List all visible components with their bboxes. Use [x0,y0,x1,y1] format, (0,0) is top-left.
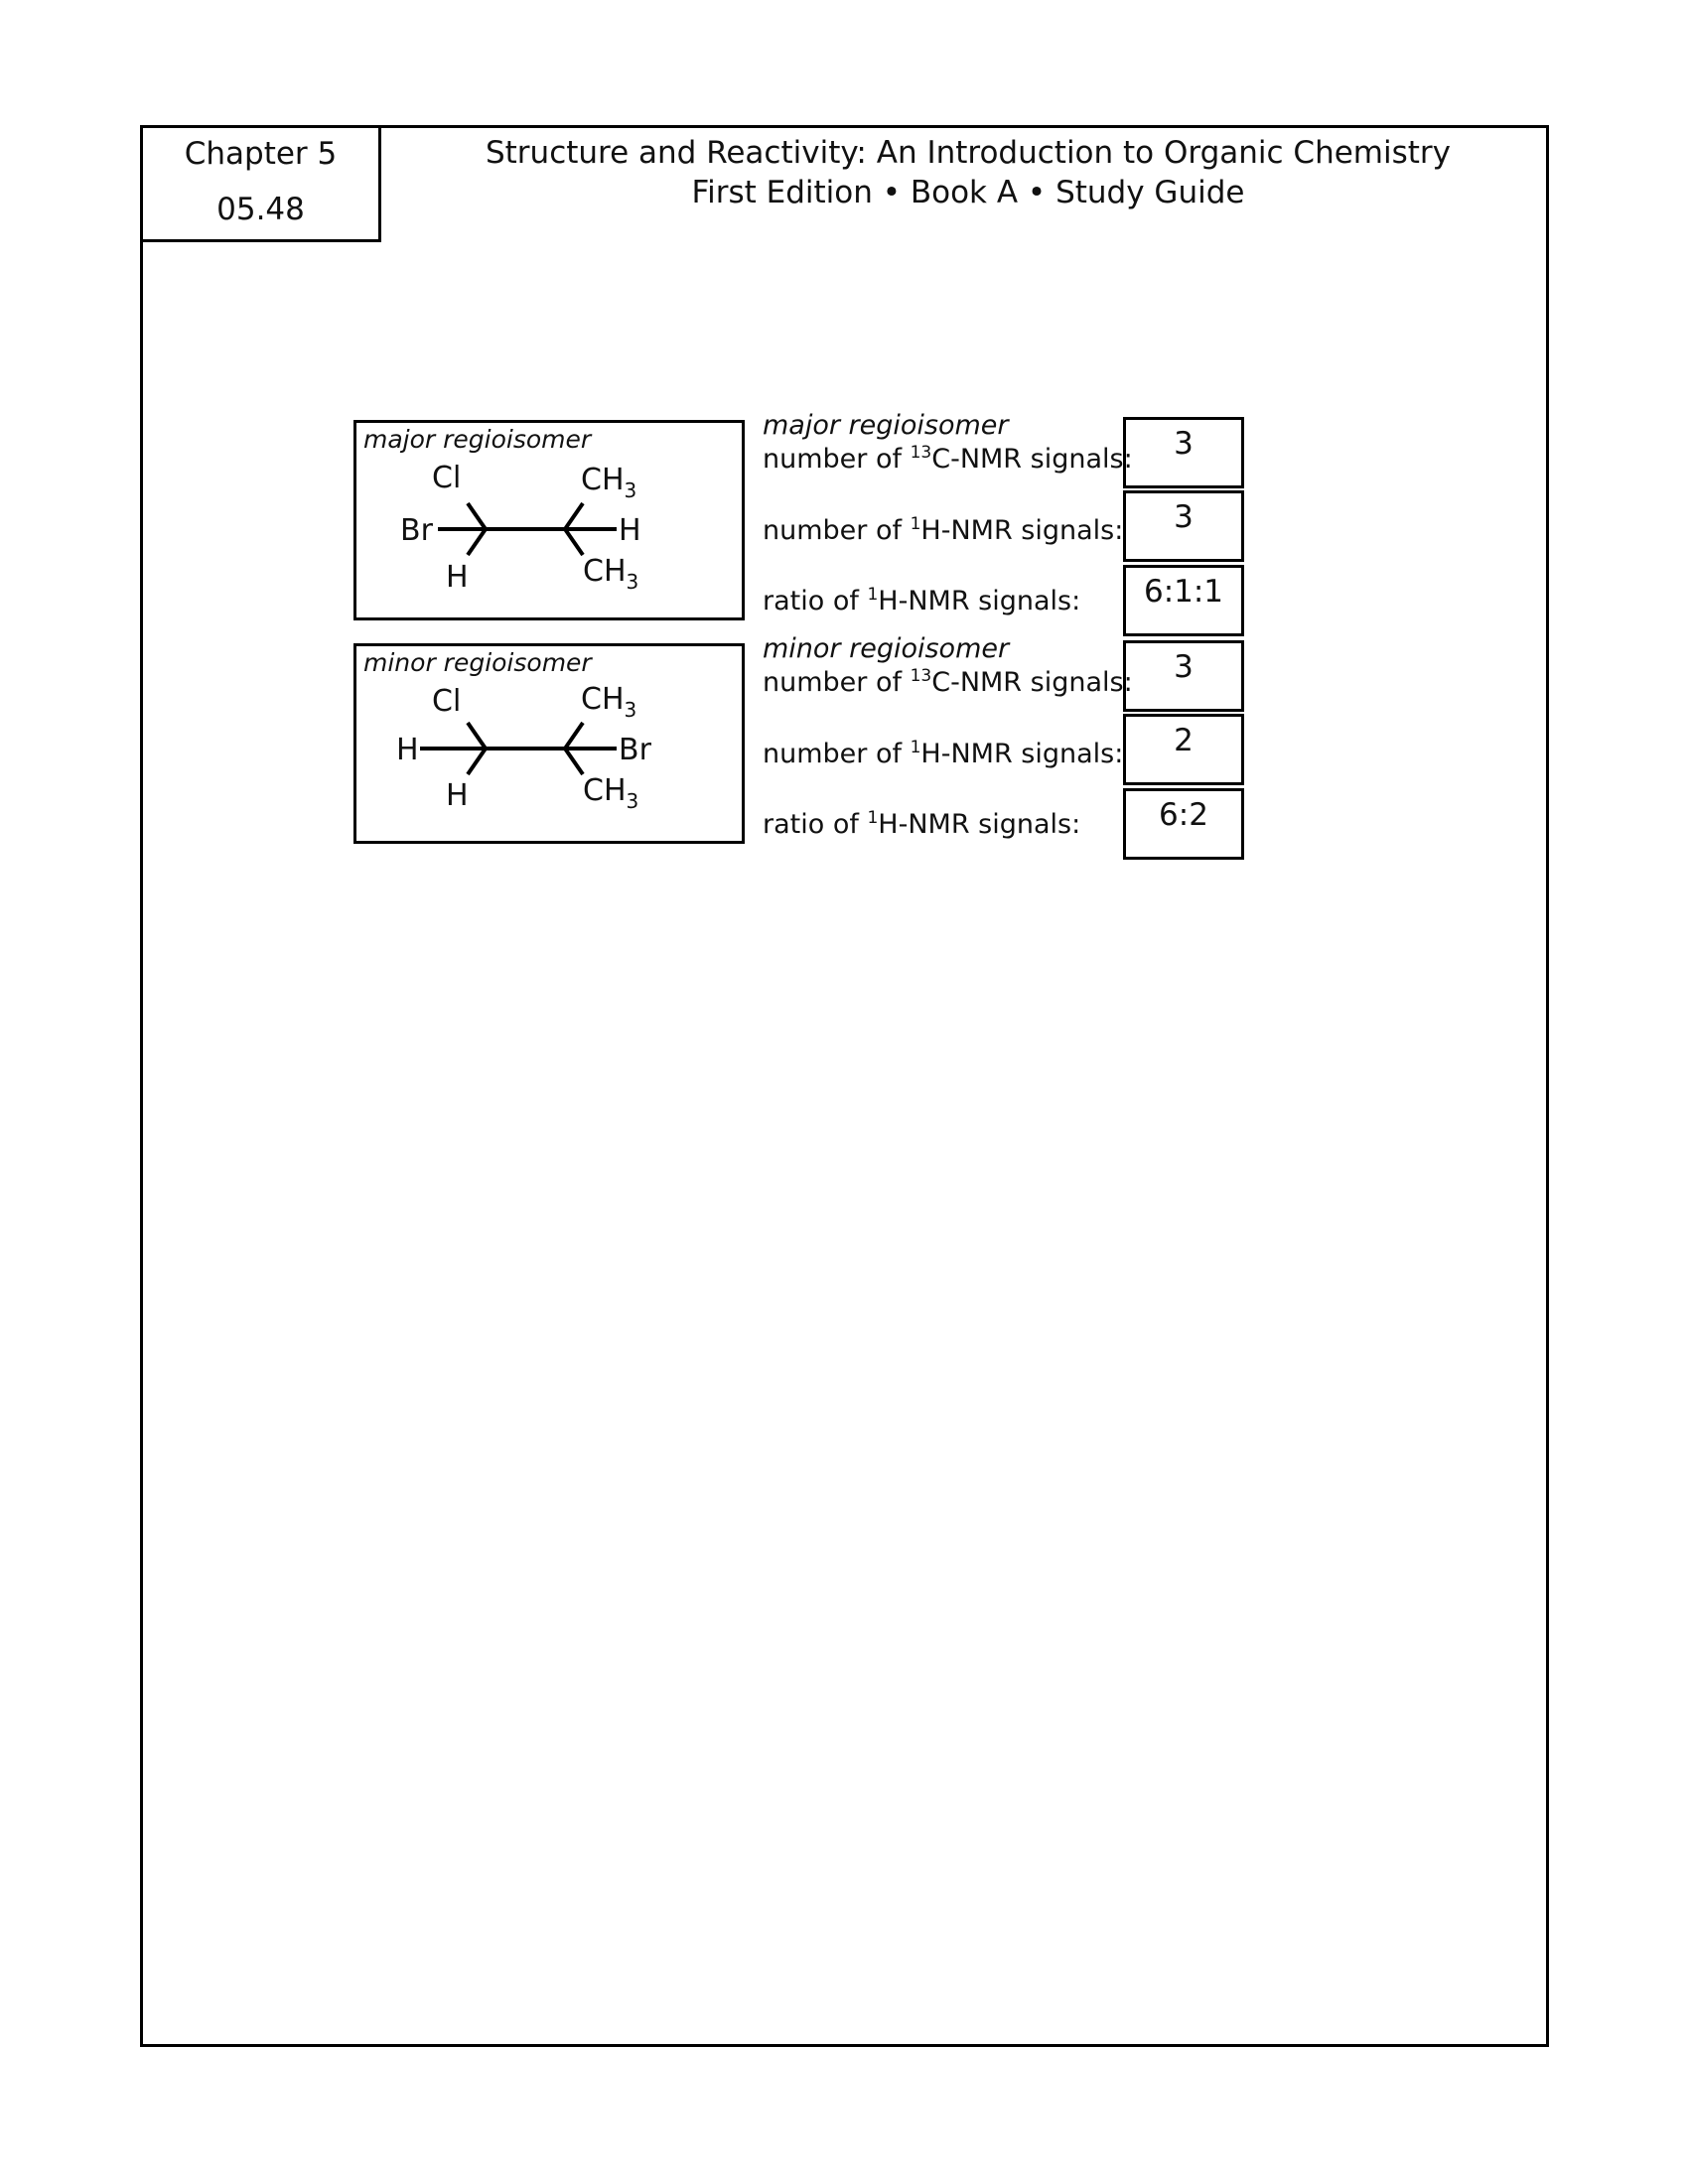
svg-text:CH3 [581,463,636,502]
major-atom-br: Br [400,513,433,548]
minor-structure-box [353,643,745,844]
major-atom-cl: Cl [432,461,462,495]
minor-ratio-label [763,808,1080,840]
minor-atom-br: Br [619,733,651,767]
svg-text:CH3 [581,682,636,722]
minor-c13-label [763,666,1133,698]
major-section-label: major regioisomer [763,410,1009,441]
minor-ratio-label-sup: 1 [867,808,879,828]
major-h1-answer: 3 [1174,499,1194,535]
major-ratio-label-sup: 1 [867,585,879,605]
problem-number: 05.48 [216,192,305,227]
major-atom-ch-bottom: CH [583,554,627,589]
minor-atom-ch-top-sub: 3 [624,698,637,722]
major-ratio-answer-box [1123,565,1244,636]
major-c13-label-pre: number of [763,444,911,475]
major-atom-ch-top: CH [581,463,625,497]
major-c13-answer-box [1123,417,1244,488]
minor-structure-drawing [356,646,748,847]
book-edition: First Edition • Book A • Study Guide [691,175,1245,210]
major-atom-ch-top-sub: 3 [624,478,637,502]
major-structure-box [353,420,745,620]
minor-c13-label-pre: number of [763,667,911,698]
minor-ratio-label-pre: ratio of [763,809,868,840]
minor-atom-ch-bottom: CH [583,773,627,808]
svg-text:CH3 [583,554,638,594]
major-ratio-label-post: H-NMR signals: [878,586,1081,616]
major-structure-drawing [356,423,748,623]
minor-h1-answer: 2 [1174,723,1194,758]
chapter-box [140,125,381,242]
major-c13-answer: 3 [1174,426,1194,462]
book-title: Structure and Reactivity: An Introduction to Organic Chemistry [485,135,1452,171]
major-atom-h-right: H [619,513,641,548]
minor-ratio-answer-box [1123,788,1244,860]
minor-c13-label-post: C-NMR signals: [931,667,1133,698]
minor-h1-label-sup: 1 [910,738,921,757]
major-structure-caption: major regioisomer [363,425,592,454]
minor-structure-caption: minor regioisomer [363,648,592,677]
minor-atom-h-bottom: H [446,778,469,813]
major-h1-label [763,514,1123,546]
minor-atom-ch-bottom-sub: 3 [626,789,639,813]
minor-h1-label-post: H-NMR signals: [920,739,1124,769]
major-c13-label [763,443,1133,475]
minor-c13-answer: 3 [1174,649,1194,685]
chapter-label: Chapter 5 [184,136,338,172]
major-h1-label-sup: 1 [910,514,921,534]
major-atom-h-left: H [446,560,469,595]
minor-c13-label-sup: 13 [910,666,932,686]
minor-h1-label-pre: number of [763,739,911,769]
minor-h1-answer-box [1123,714,1244,785]
major-h1-answer-box [1123,490,1244,562]
minor-section-label: minor regioisomer [763,633,1010,664]
major-ratio-label [763,585,1080,616]
minor-atom-h-left: H [396,733,419,767]
minor-h1-label [763,738,1123,769]
major-c13-label-post: C-NMR signals: [931,444,1133,475]
major-h1-label-pre: number of [763,515,911,546]
minor-atom-ch-top: CH [581,682,625,717]
major-h1-label-post: H-NMR signals: [920,515,1124,546]
minor-c13-answer-box [1123,640,1244,712]
minor-ratio-label-post: H-NMR signals: [878,809,1081,840]
minor-atom-cl: Cl [432,684,462,719]
major-atom-ch-bottom-sub: 3 [626,570,639,594]
major-ratio-label-pre: ratio of [763,586,868,616]
svg-text:CH3 [583,773,638,813]
minor-ratio-answer: 6:2 [1159,797,1208,833]
major-ratio-answer: 6:1:1 [1143,574,1224,610]
major-c13-label-sup: 13 [910,443,932,463]
